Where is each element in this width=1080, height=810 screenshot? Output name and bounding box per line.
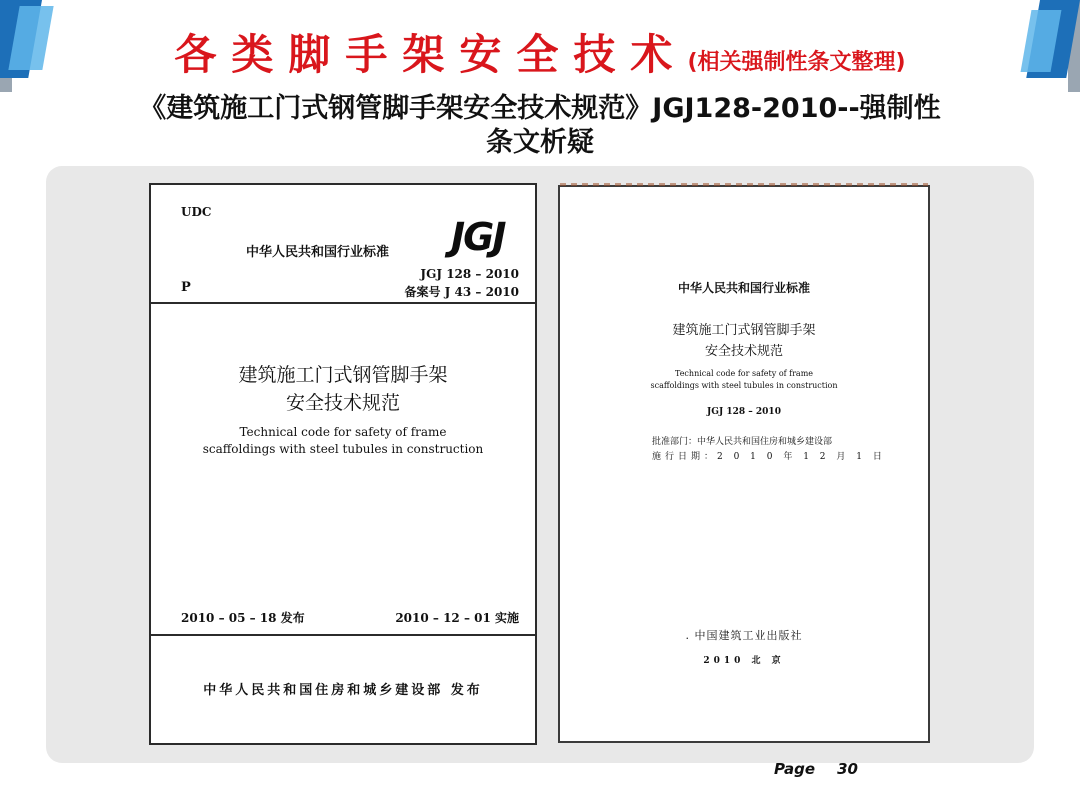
standard-cover-image	[149, 183, 537, 745]
title-page-english-line-2: scaffoldings with steel tubules in construction	[650, 381, 838, 390]
slide-title-note: (相关强制性条文整理)	[687, 50, 906, 75]
cover-record-number: 备案号 J 43 – 2010	[404, 285, 519, 299]
cover-standard-label: 中华人民共和国行业标准	[246, 245, 390, 260]
slide-title	[0, 22, 1080, 82]
title-page-publish-place: 2010 北 京	[703, 656, 785, 666]
title-page-top-edge	[560, 183, 928, 186]
slide-title-main: 各类脚手架安全技术	[174, 30, 688, 79]
title-page-implement-date: 施行日期：2 0 1 0 年 1 2 月 1 日	[652, 452, 886, 462]
title-page-standard-label: 中华人民共和国行业标准	[677, 281, 810, 295]
page-number: 30	[837, 760, 858, 778]
cover-english-line-2: scaffoldings with steel tubules in construction	[202, 442, 484, 456]
subtitle-line-1: 《建筑施工门式钢管脚手架安全技术规范》JGJ128-2010--强制性	[139, 93, 941, 124]
title-page-title-line-2: 安全技术规范	[704, 344, 783, 359]
cover-udc: UDC	[181, 205, 212, 219]
cover-issuer: 中华人民共和国住房和城乡建设部 发布	[203, 683, 483, 698]
title-page-approver: 批准部门：中华人民共和国住房和城乡建设部	[652, 437, 833, 447]
page-label: Page	[774, 760, 816, 778]
cover-publish-date: 2010 – 05 – 18 发布	[181, 611, 305, 625]
cover-code: JGJ 128 – 2010	[420, 267, 519, 281]
subtitle-line-2: 条文析疑	[486, 127, 594, 158]
page-footer	[774, 760, 858, 778]
cover-implement-date: 2010 – 12 – 01 实施	[395, 611, 519, 625]
title-page-title-line-1: 建筑施工门式钢管脚手架	[672, 323, 816, 338]
slide-subtitle	[60, 92, 1020, 160]
title-page-english-line-1: Technical code for safety of frame	[674, 369, 814, 378]
cover-title-line-1: 建筑施工门式钢管脚手架	[238, 364, 448, 386]
cover-title-line-2: 安全技术规范	[285, 392, 400, 414]
standard-title-page-image	[558, 185, 930, 743]
cover-divider-bottom	[151, 634, 535, 636]
cover-divider-top	[151, 302, 535, 304]
title-page-publisher: . 中国建筑工业出版社	[685, 629, 803, 642]
jgj-logo: JGJ	[451, 215, 505, 259]
cover-p: P	[181, 280, 191, 295]
cover-english-line-1: Technical code for safety of frame	[239, 425, 447, 439]
title-page-code: JGJ 128 – 2010	[707, 407, 781, 417]
